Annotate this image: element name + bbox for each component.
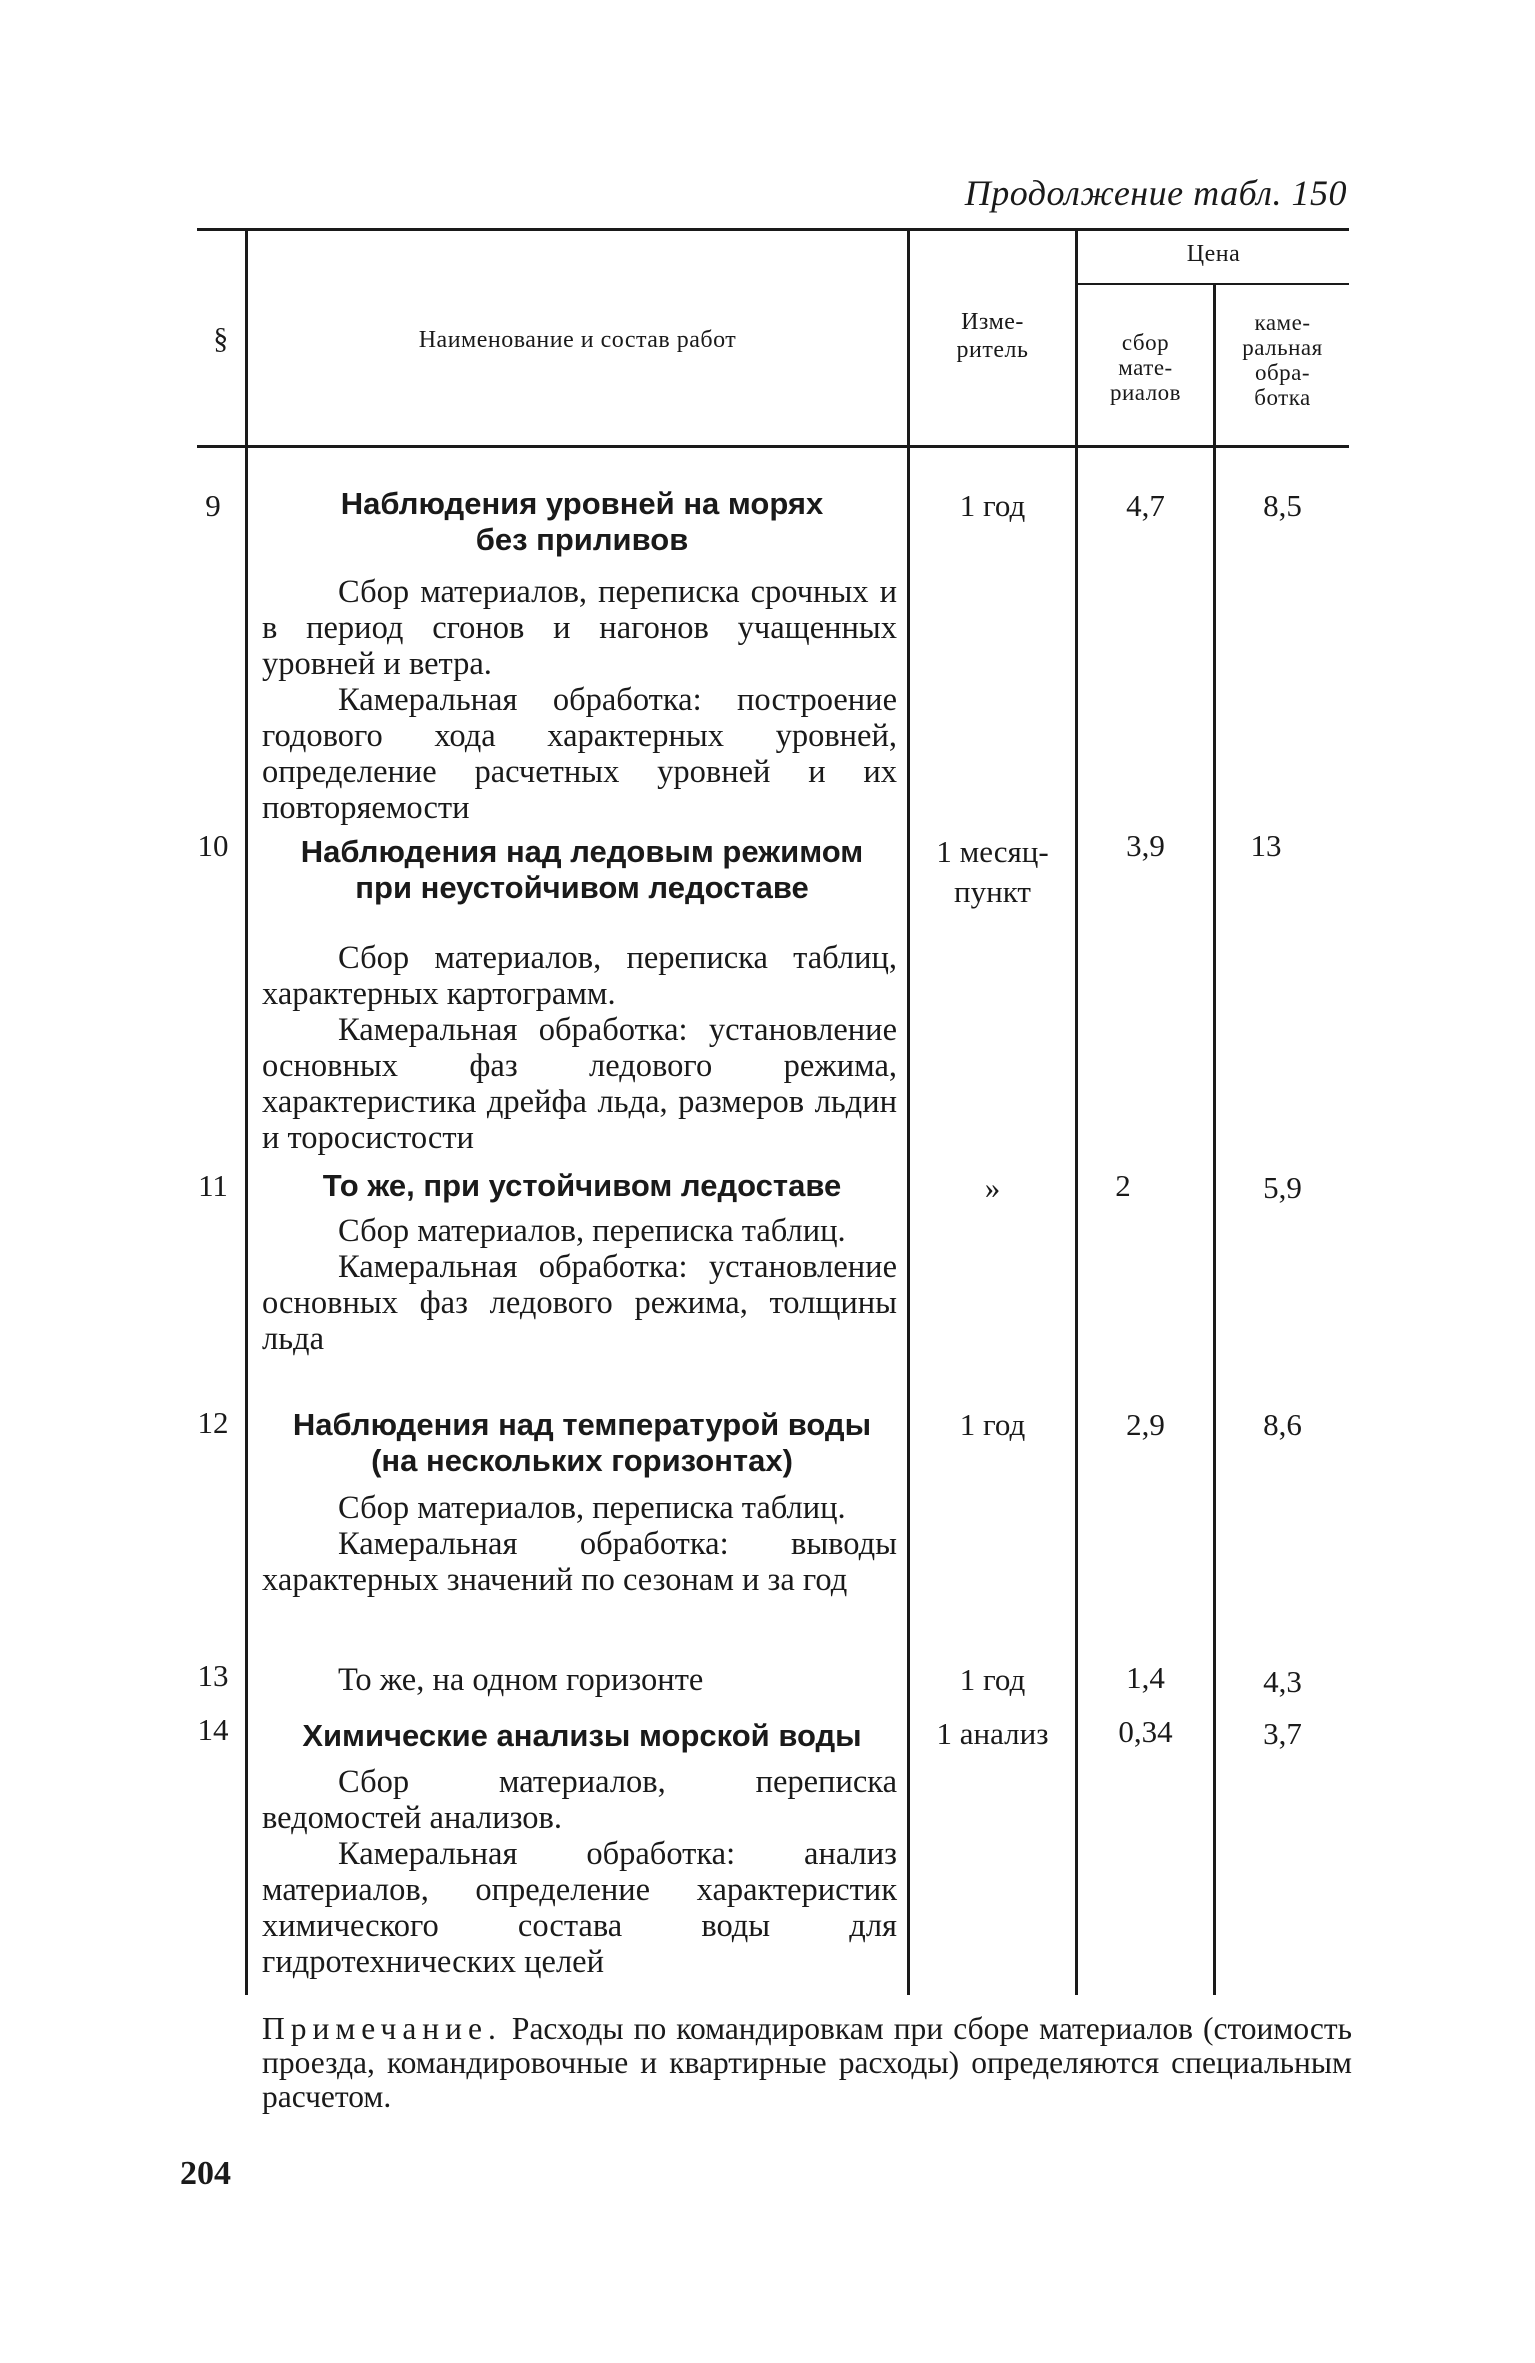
row-description: Сбор материалов, переписка таблиц, характерных картограмм. Камеральная обработка: установление основных фаз ледового режима, характеристика дрейфа льда, размеров льдин и торосистости [262,940,897,1156]
row-description: То же, на одном горизонте [338,1662,704,1698]
header-section: § [213,322,229,355]
row-collect-price: 0,34 [1118,1714,1173,1749]
row-description: Сбор материалов, переписка таблиц. Камеральная обработка: выводы характерных значений по сезонам и за год [262,1490,897,1598]
row-description: Сбор материалов, переписка ведомостей анализов. Камеральная обработка: анализ материалов, определение характеристик химического состава воды для гидротехнических целей [262,1764,897,1980]
row-measure: » [984,1170,1001,1205]
row-office-price: 3,7 [1263,1716,1302,1751]
row-title: Наблюдения уровней на морях без приливов [340,486,824,557]
row-collect-price: 3,9 [1126,828,1165,863]
row-number: 11 [198,1168,228,1203]
row-office-price: 8,6 [1263,1407,1302,1442]
table-top-rule [197,228,1349,231]
row-office-price: 5,9 [1263,1170,1302,1205]
column-divider-1 [245,230,248,1995]
row-measure: 1 анализ [936,1716,1049,1751]
header-name: Наименование и состав работ [418,327,737,353]
price-header-rule [1075,283,1349,285]
row-title: То же, при устойчивом ледоставе [322,1168,842,1203]
header-bottom-rule [197,445,1349,448]
row-number: 14 [197,1712,229,1747]
note-label: Примечание. [262,2011,502,2046]
row-description: Сбор материалов, переписка срочных и в период сгонов и нагонов учащенных уровней и ветра. Камеральная обработка: построение годового хода характерных уровней, определение расчетных уровней и их повторяемости [262,574,897,826]
note-text: Расходы по командировкам при сборе материалов (стоимость проезда, командировочные и квартирные расходы) определяются специальным расчетом. [262,2011,1352,2114]
row-number: 12 [197,1405,229,1440]
page-number: 204 [180,2155,231,2192]
header-collect: сбор мате- риалов [1109,330,1182,405]
table-caption: Продолжение табл. 150 [964,173,1347,213]
row-number: 9 [205,488,221,523]
table-note [262,2012,1352,2114]
header-office: каме- ральная обра- ботка [1242,310,1323,410]
row-measure: 1 год [959,488,1026,523]
row-title: Наблюдения над ледовым режимом при неустойчивом ледоставе [300,834,864,905]
row-number: 10 [197,828,229,863]
header-measure: Изме- ритель [956,309,1029,363]
row-number: 13 [197,1658,229,1693]
row-title: Наблюдения над температурой воды (на нескольких горизонтах) [292,1407,872,1478]
row-collect-price: 1,4 [1126,1660,1165,1695]
row-title: Химические анализы морской воды [302,1718,862,1753]
row-collect-price: 4,7 [1126,488,1165,523]
row-office-price: 4,3 [1263,1664,1302,1699]
row-collect-price: 2 [1115,1168,1131,1203]
row-office-price: 8,5 [1263,488,1302,523]
row-description: Сбор материалов, переписка таблиц. Камеральная обработка: установление основных фаз ледового режима, толщины льда [262,1213,897,1357]
header-price: Цена [1186,241,1241,267]
row-measure: 1 год [959,1407,1026,1442]
row-measure: 1 год [959,1662,1026,1697]
row-collect-price: 2,9 [1126,1407,1165,1442]
row-office-price: 13 [1250,828,1282,863]
row-measure: 1 месяц- пункт [936,834,1049,909]
